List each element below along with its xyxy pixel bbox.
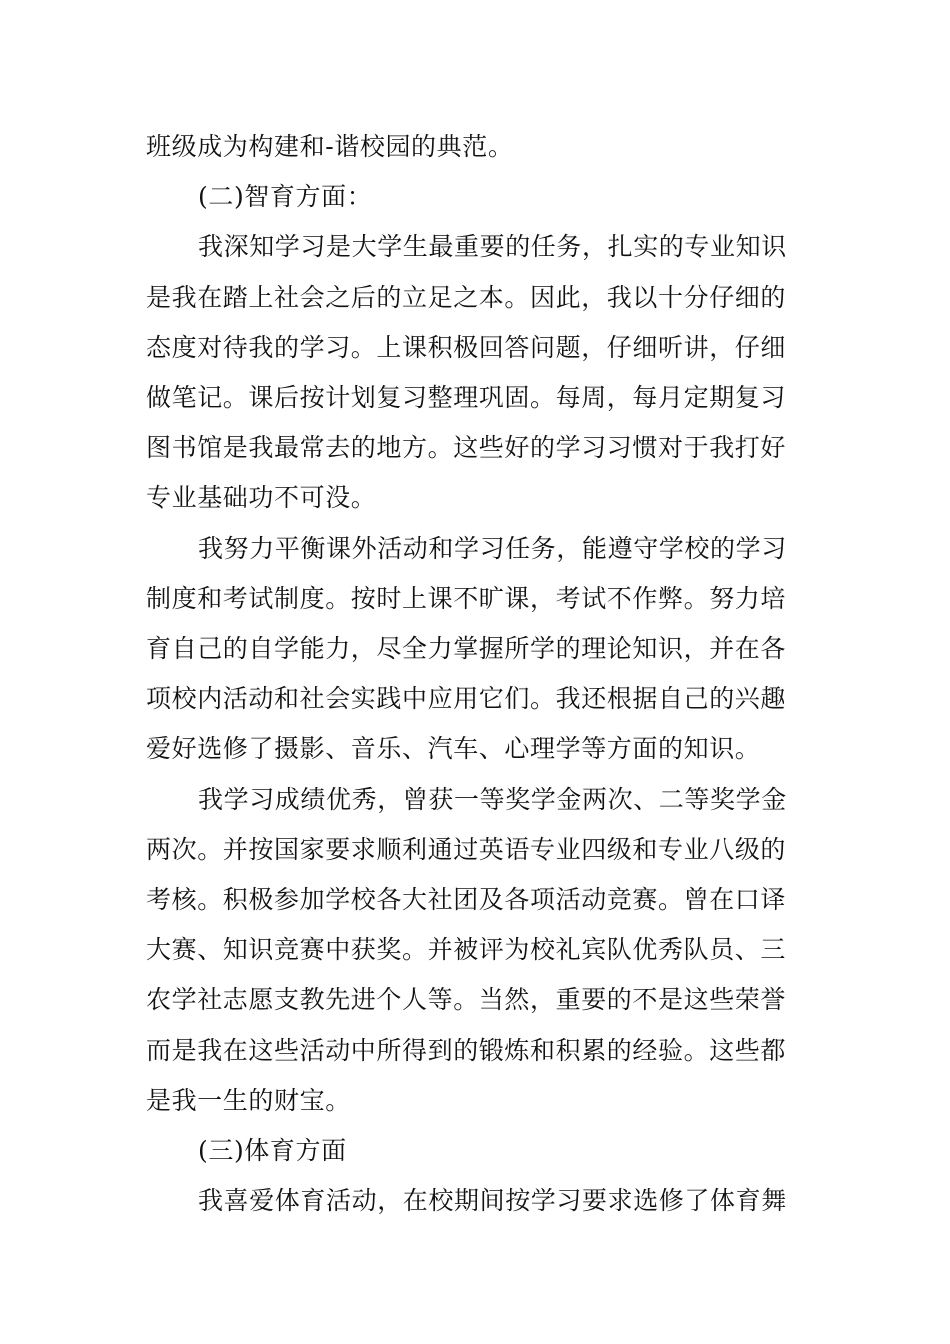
paragraph bbox=[146, 222, 806, 523]
text-line: 大赛、知识竞赛中获奖。并被评为校礼宾队优秀队员、三 bbox=[146, 935, 787, 965]
text-line: (三)体育方面 bbox=[198, 1136, 347, 1166]
text-line: 我学习成绩优秀，曾获一等奖学金两次、二等奖学金 bbox=[198, 784, 787, 814]
text-line: 班级成为构建和-谐校园的典范。 bbox=[146, 132, 514, 161]
text-line: 两次。并按国家要求顺利通过英语专业四级和专业八级的 bbox=[146, 834, 787, 864]
paragraph bbox=[146, 524, 806, 775]
text-line: 农学社志愿支教先进个人等。当然，重要的不是这些荣誉 bbox=[146, 985, 787, 1015]
text-line: 爱好选修了摄影、音乐、汽车、心理学等方面的知识。 bbox=[146, 734, 761, 764]
text-line: 项校内活动和社会实践中应用它们。我还根据自己的兴趣 bbox=[146, 684, 787, 714]
text-line: 态度对待我的学习。上课积极回答问题，仔细听讲，仔细 bbox=[146, 332, 787, 362]
text-line: (二)智育方面： bbox=[198, 182, 373, 212]
paragraph bbox=[146, 172, 806, 222]
text-line: 制度和考试制度。按时上课不旷课，考试不作弊。努力培 bbox=[146, 583, 787, 613]
text-line: 专业基础功不可没。 bbox=[146, 483, 377, 513]
text-line: 考核。积极参加学校各大社团及各项活动竞赛。曾在口译 bbox=[146, 885, 787, 915]
text-line: 我喜爱体育活动，在校期间按学习要求选修了体育舞 bbox=[198, 1186, 787, 1216]
paragraph bbox=[146, 1126, 806, 1176]
text-line: 是我一生的财宝。 bbox=[146, 1085, 351, 1115]
text-line: 做笔记。课后按计划复习整理巩固。每周，每月定期复习 bbox=[146, 383, 787, 413]
text-line: 图书馆是我最常去的地方。这些好的学习习惯对于我打好 bbox=[146, 433, 787, 463]
paragraph bbox=[146, 122, 806, 172]
text-line: 我深知学习是大学生最重要的任务，扎实的专业知识 bbox=[198, 232, 787, 262]
text-line: 而是我在这些活动中所得到的锻炼和积累的经验。这些都 bbox=[146, 1035, 787, 1065]
text-line: 我努力平衡课外活动和学习任务，能遵守学校的学习 bbox=[198, 533, 787, 563]
paragraph bbox=[146, 775, 806, 1126]
text-line: 是我在踏上社会之后的立足之本。因此，我以十分仔细的 bbox=[146, 282, 787, 312]
paragraph bbox=[146, 1176, 806, 1226]
document-body bbox=[146, 122, 806, 1226]
text-line: 育自己的自学能力，尽全力掌握所学的理论知识，并在各 bbox=[146, 634, 787, 664]
